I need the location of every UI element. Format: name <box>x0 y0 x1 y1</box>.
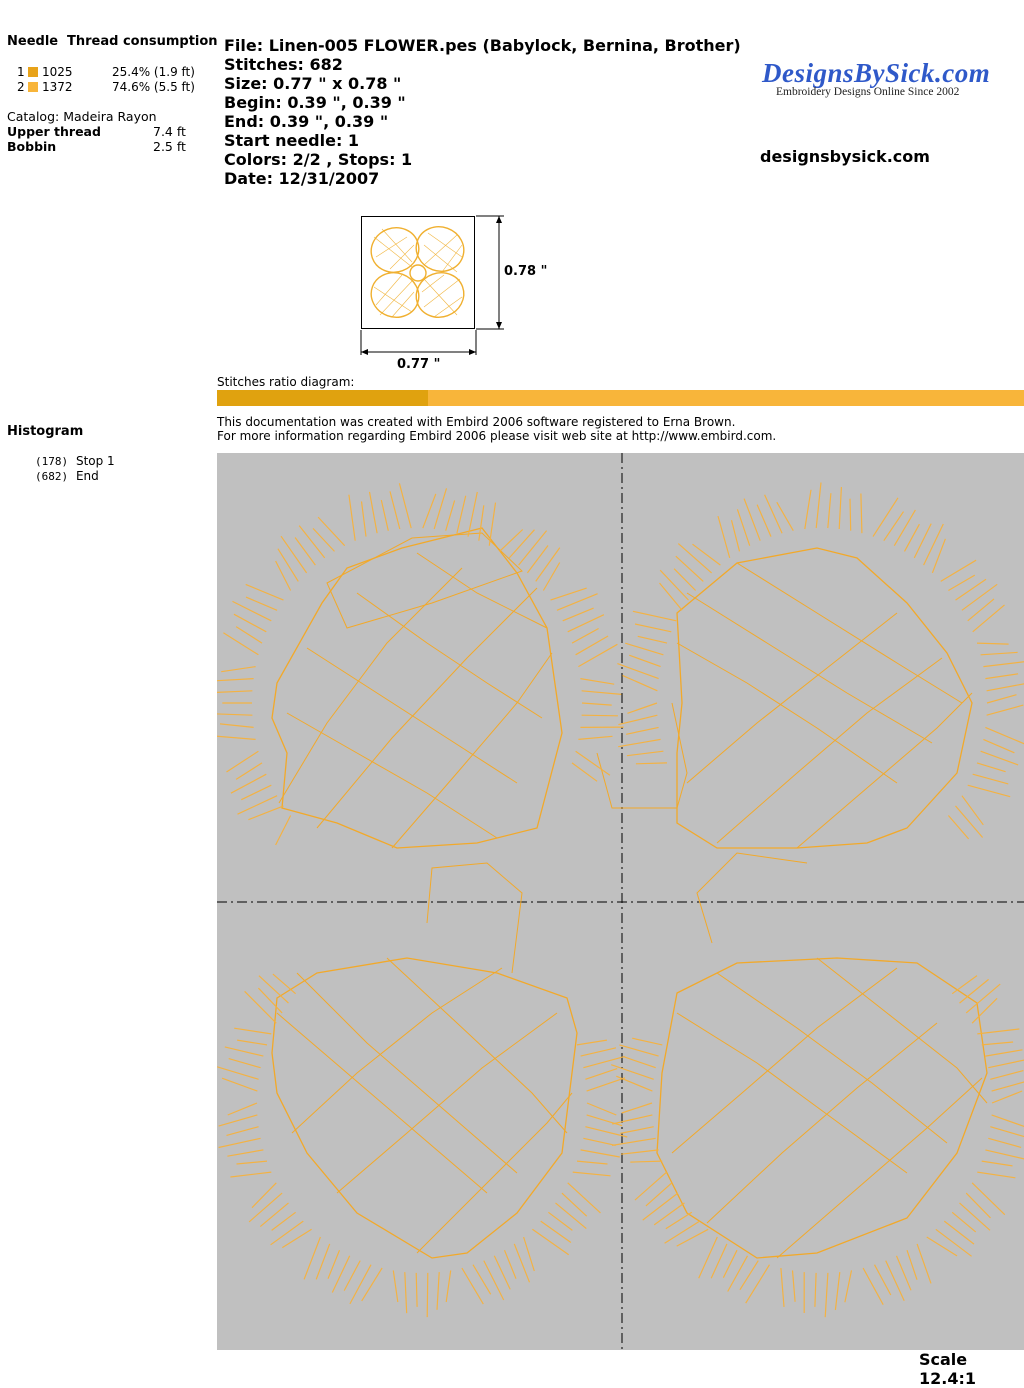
stitches-ratio-bar <box>217 390 1024 406</box>
logo-text: DesignsBySick.com <box>762 58 992 89</box>
fringe-stitch <box>638 636 667 643</box>
width-dimension-line <box>359 330 479 356</box>
fringe-stitch <box>973 774 1009 784</box>
histogram-row <box>35 454 115 468</box>
fringe-stitch <box>427 1273 428 1317</box>
fringe-stitch <box>278 549 298 582</box>
fringe-stitch <box>982 1042 1013 1045</box>
fringe-stitch <box>271 1221 304 1245</box>
fringe-stitch <box>863 1268 883 1305</box>
fringe-stitch <box>316 1244 330 1280</box>
fringe-stitch <box>985 1050 1022 1056</box>
site-url[interactable]: designsbysick.com <box>760 147 930 166</box>
fringe-stitch <box>845 1270 852 1302</box>
fringe-stitch <box>873 498 898 537</box>
fringe-stitch <box>618 739 660 746</box>
fringe-stitch <box>977 643 1009 644</box>
fringe-stitch <box>246 597 277 610</box>
fringe-stitch <box>711 1244 727 1278</box>
fringe-stitch <box>983 662 1024 667</box>
fringe-stitch <box>587 1078 626 1091</box>
histogram-row <box>35 469 99 483</box>
bobbin-value: 2.5 ft <box>153 139 186 154</box>
fringe-stitch <box>248 806 283 820</box>
fringe-stitch <box>861 494 862 534</box>
needle-header: Needle <box>7 34 58 49</box>
fringe-stitch <box>985 1150 1024 1159</box>
fringe-stitch <box>924 524 944 565</box>
petal-top-left <box>272 528 562 848</box>
fringe-stitch <box>987 705 1024 715</box>
fringe-stitch <box>541 1221 571 1242</box>
fringe-stitch <box>633 611 676 621</box>
fringe-stitch <box>982 1161 1013 1166</box>
fringe-stitch <box>585 1069 617 1080</box>
fringe-stitch <box>815 1273 816 1307</box>
fringe-stitch <box>936 1229 972 1256</box>
fringe-stitch <box>948 816 968 839</box>
fringe-stitch <box>577 1040 607 1045</box>
flower-thumbnail-drawing <box>362 217 474 328</box>
fringe-stitch <box>362 1268 382 1301</box>
fringe-stitch <box>423 494 436 528</box>
scale-label: Scale 12.4:1 <box>919 1350 1024 1388</box>
fringe-stitch <box>948 575 974 590</box>
fringe-stitch <box>612 1138 656 1145</box>
fringe-stitch <box>227 1150 263 1156</box>
fringe-stitch <box>246 584 284 600</box>
fringe-stitch <box>252 1183 276 1208</box>
fringe-stitch <box>977 1172 1015 1178</box>
fringe-stitch <box>505 1250 517 1279</box>
fringe-stitch <box>977 763 1006 772</box>
fringe-stitch <box>983 739 1014 752</box>
fringe-stitch <box>828 493 831 528</box>
fringe-stitch <box>259 976 289 1003</box>
fringe-stitch <box>981 652 1018 654</box>
fringe-stitch <box>962 796 983 825</box>
fringe-stitch <box>781 1268 784 1307</box>
fringe-stitch <box>393 1270 398 1302</box>
histogram-title: Histogram <box>7 424 83 439</box>
embird-credit-line2: For more information regarding Embird 2006 please visit web site at http://www.embird.com. <box>217 429 776 443</box>
fringe-stitch <box>623 1057 655 1068</box>
fringe-stitch <box>563 608 594 621</box>
fringe-stitch <box>627 751 664 756</box>
fringe-stitch <box>234 614 266 632</box>
fringe-stitch <box>272 1212 296 1230</box>
logo-tagline: Embroidery Designs Online Since 2002 <box>776 86 959 98</box>
fringe-stitch <box>583 1056 625 1067</box>
fringe-stitch <box>618 715 657 724</box>
fringe-stitch <box>635 1172 667 1200</box>
fringe-stitch <box>299 526 325 558</box>
thread-code: 1372 <box>42 80 73 94</box>
design-preview-thumbnail <box>361 216 475 329</box>
fringe-stitch <box>626 727 658 734</box>
stitch-preview-canvas <box>217 453 1024 1350</box>
stitch-count: Stitches: 682 <box>224 55 343 74</box>
needle-table-header <box>7 34 58 49</box>
fringe-stitch <box>572 763 597 781</box>
fringe-stitch <box>622 675 657 690</box>
start-needle: Start needle: 1 <box>224 131 359 150</box>
fringe-stitch <box>524 1237 535 1271</box>
fringe-stitch <box>622 1103 652 1113</box>
fringe-stitch <box>582 691 622 695</box>
fringe-stitch <box>987 684 1024 691</box>
fringe-stitch <box>236 763 262 780</box>
fringe-stitch <box>576 751 610 775</box>
fringe-stitch <box>632 1038 662 1045</box>
fringe-stitch <box>987 695 1017 703</box>
fringe-stitch <box>620 1127 653 1134</box>
fringe-stitch <box>678 544 711 573</box>
color-swatch <box>28 82 38 92</box>
fringe-stitch <box>399 483 411 528</box>
fringe-stitch <box>281 536 307 573</box>
fringe-stitch <box>990 1127 1024 1140</box>
fringe-stitch <box>500 530 523 552</box>
needle-number: 2 <box>17 80 25 94</box>
fringe-stitch <box>237 1040 267 1045</box>
fringe-stitch <box>489 503 495 546</box>
fringe-stitch <box>457 496 466 533</box>
fringe-stitch <box>619 1045 658 1056</box>
fringe-stitch <box>230 1172 271 1177</box>
fringe-stitch <box>318 517 345 546</box>
fringe-stitch <box>625 643 663 655</box>
begin-point: Begin: 0.39 ", 0.39 " <box>224 93 406 112</box>
fringe-stitch <box>746 1265 770 1304</box>
petal-top-right <box>677 548 972 848</box>
fringe-stitch <box>835 1272 839 1310</box>
fringe-stitch <box>850 499 851 531</box>
fringe-stitch <box>217 679 254 682</box>
fringe-stitch <box>660 583 683 610</box>
fringe-stitch <box>992 1091 1022 1103</box>
file-name: File: Linen-005 FLOWER.pes (Babylock, Bernina, Brother) <box>224 36 741 55</box>
fringe-stitch <box>587 1103 616 1115</box>
fringe-stitch <box>988 1059 1024 1068</box>
fringe-stitch <box>328 1250 340 1279</box>
fringe-stitch <box>220 724 254 728</box>
ratio-bar-needle-1 <box>217 390 428 406</box>
fringe-stitch <box>643 1193 678 1220</box>
fringe-stitch <box>666 1212 692 1229</box>
flower-petals <box>272 528 987 1258</box>
fringe-stitch <box>992 1115 1024 1128</box>
fringe-stitch <box>446 500 455 530</box>
fringe-stitch <box>956 579 987 600</box>
fringe-stitch <box>977 1029 1019 1034</box>
upper-thread-value: 7.4 ft <box>153 124 186 139</box>
fringe-stitch <box>551 588 587 600</box>
fringe-stitch <box>350 1265 371 1304</box>
fringe-stitch <box>446 1270 451 1302</box>
fringe-stitch <box>693 544 721 565</box>
fringe-stitch <box>629 655 660 666</box>
fringe-stitch <box>960 1203 991 1230</box>
upper-thread-label: Upper thread <box>7 124 101 139</box>
fringe-stitch <box>732 520 740 551</box>
fringe-stitch <box>917 1244 931 1284</box>
fringe-stitch <box>233 601 272 620</box>
ratio-label: Stitches ratio diagram: <box>217 375 354 389</box>
fringe-stitch <box>536 548 560 582</box>
fringe-stitch <box>956 806 983 838</box>
fringe-stitch <box>621 1150 659 1154</box>
fringe-stitch <box>249 1193 282 1222</box>
fringe-stitch <box>237 1161 268 1164</box>
fringe-stitch <box>509 530 534 558</box>
thread-code: 1025 <box>42 65 73 79</box>
histogram-count: (682) <box>35 470 68 483</box>
fringe-stitch <box>260 1203 288 1227</box>
fringe-stitch <box>219 1138 261 1147</box>
fringe-stitch <box>723 1250 737 1278</box>
fringe-stitch <box>556 1203 587 1229</box>
fringe-stitch <box>587 1115 623 1126</box>
fringe-stitch <box>897 1256 912 1291</box>
fringe-stitch <box>219 1115 258 1126</box>
fringe-stitch <box>839 487 841 529</box>
fringe-stitch <box>573 1172 611 1176</box>
fringe-stitch <box>583 1138 615 1145</box>
fringe-stitch <box>217 714 252 715</box>
fringe-stitch <box>952 976 977 994</box>
fringe-stitch <box>462 1268 483 1304</box>
fringe-stitch <box>582 703 612 705</box>
fringe-stitch <box>962 584 997 610</box>
fringe-stitch <box>628 703 658 713</box>
fringe-stitch <box>229 1059 261 1068</box>
fringe-stitch <box>985 727 1024 744</box>
fringe-stitch <box>228 1103 257 1115</box>
fringe-stitch <box>612 1115 652 1124</box>
fringe-stitch <box>577 1161 608 1164</box>
fringe-stitch <box>532 1229 568 1255</box>
fringe-stitch <box>304 1237 320 1279</box>
fringe-stitch <box>825 1273 828 1317</box>
fringe-stitch <box>519 531 547 566</box>
fringe-stitch <box>245 991 277 1023</box>
fringe-stitch <box>992 1080 1024 1091</box>
fringe-stitch <box>221 667 255 672</box>
fringe-stitch <box>660 570 688 600</box>
fringe-stitch <box>222 1078 257 1091</box>
design-date: Date: 12/31/2007 <box>224 169 379 188</box>
height-dimension-line <box>476 214 506 332</box>
fringe-stitch <box>805 490 811 529</box>
fringe-stitch <box>349 495 355 541</box>
fringe-stitch <box>630 1161 662 1162</box>
petal-bottom-right <box>657 958 987 1258</box>
fringe-stitch <box>677 1229 709 1246</box>
fringe-stitch <box>578 736 612 739</box>
fringe-stitch <box>217 691 252 693</box>
fringe-stitch <box>548 1212 572 1230</box>
fringe-stitch <box>676 556 704 581</box>
histogram-count: (178) <box>35 455 68 468</box>
fringe-stitch <box>276 816 291 846</box>
brand-logo <box>762 58 992 108</box>
fringe-stitch <box>370 492 378 533</box>
fringe-stitch <box>344 1261 360 1291</box>
fringe-stitch <box>578 644 617 666</box>
fringe-stitch <box>381 500 388 531</box>
fringe-stitch <box>416 1273 417 1307</box>
fringe-stitch <box>282 1229 311 1247</box>
fringe-stitch <box>973 605 1005 632</box>
width-label: 0.77 " <box>397 357 440 372</box>
thread-consumption-header: Thread consumption <box>67 34 218 49</box>
fringe-stitch <box>944 1221 974 1244</box>
end-point: End: 0.39 ", 0.39 " <box>224 112 388 131</box>
fringe-stitch <box>390 491 400 529</box>
fringe-stitch <box>223 633 258 655</box>
fringe-stitch <box>816 483 821 529</box>
fringe-stitch <box>581 1150 620 1157</box>
embird-credit-line1: This documentation was created with Embird 2006 software registered to Erna Brown. <box>217 415 735 429</box>
fringe-stitch <box>894 510 915 546</box>
catalog-label: Catalog: Madeira Rayon <box>7 109 157 124</box>
thread-percent: 74.6% (5.5 ft) <box>112 80 195 94</box>
fringe-stitch <box>654 1203 684 1225</box>
petal-bottom-left <box>272 958 577 1258</box>
fringe-stitch <box>988 1138 1021 1147</box>
fringe-stitch <box>236 627 262 644</box>
fringe-stitch <box>927 1237 957 1256</box>
fringe-stitch <box>585 1127 627 1137</box>
fringe-stitch <box>941 560 976 581</box>
fringe-stitch <box>241 785 271 800</box>
fringe-stitch <box>217 736 256 740</box>
fringe-stitch <box>227 1127 259 1136</box>
thread-percent: 25.4% (1.9 ft) <box>112 65 195 79</box>
fringe-stitch <box>635 624 671 632</box>
fringe-stitch <box>582 715 618 716</box>
bobbin-label: Bobbin <box>7 139 56 154</box>
flower-stitch-drawing <box>217 453 1024 1350</box>
fringe-stitch <box>581 1048 616 1056</box>
design-size: Size: 0.77 " x 0.78 " <box>224 74 401 93</box>
fringe-stitch <box>217 1067 259 1080</box>
fringe-stitch <box>225 1047 264 1056</box>
fringe-stitch <box>636 763 667 764</box>
fringe-stitch <box>718 516 730 558</box>
fringe-stitch <box>905 524 920 551</box>
fringe-stitch <box>960 979 989 1003</box>
color-swatch <box>28 67 38 77</box>
fringe-stitch <box>580 679 614 685</box>
fringe-stitch <box>405 1272 407 1313</box>
histogram-label: Stop 1 <box>76 454 115 468</box>
fringe-stitch <box>737 509 749 545</box>
fringe-stitch <box>952 1212 976 1232</box>
fringe-stitch <box>234 1028 271 1034</box>
fringe-stitch <box>273 974 296 994</box>
fringe-stitch <box>484 1261 504 1300</box>
fringe-stitch <box>968 785 1011 797</box>
fringe-stitch <box>665 1221 700 1243</box>
fringe-stitch <box>972 1183 1005 1215</box>
fringe-stitch <box>990 1071 1023 1080</box>
fringe-stitch <box>728 1256 748 1292</box>
fringe-stitch <box>479 505 484 540</box>
histogram-label: End <box>76 469 99 483</box>
fringe-stitch <box>572 629 599 644</box>
fringe-stitch <box>757 505 771 537</box>
fringe-stitch <box>362 501 367 536</box>
fringe-stitch <box>907 1250 917 1280</box>
fringe-stitch <box>494 1256 510 1290</box>
fringe-stitch <box>981 751 1019 765</box>
needle-number: 1 <box>17 65 25 79</box>
fringe-stitch <box>568 1183 601 1213</box>
height-label: 0.78 " <box>504 264 547 279</box>
colors-stops: Colors: 2/2 , Stops: 1 <box>224 150 412 169</box>
fringe-stitch <box>437 1272 439 1310</box>
fringe-stitch <box>985 674 1018 679</box>
fringe-stitch <box>875 1265 891 1295</box>
fringe-stitch <box>793 1270 796 1301</box>
